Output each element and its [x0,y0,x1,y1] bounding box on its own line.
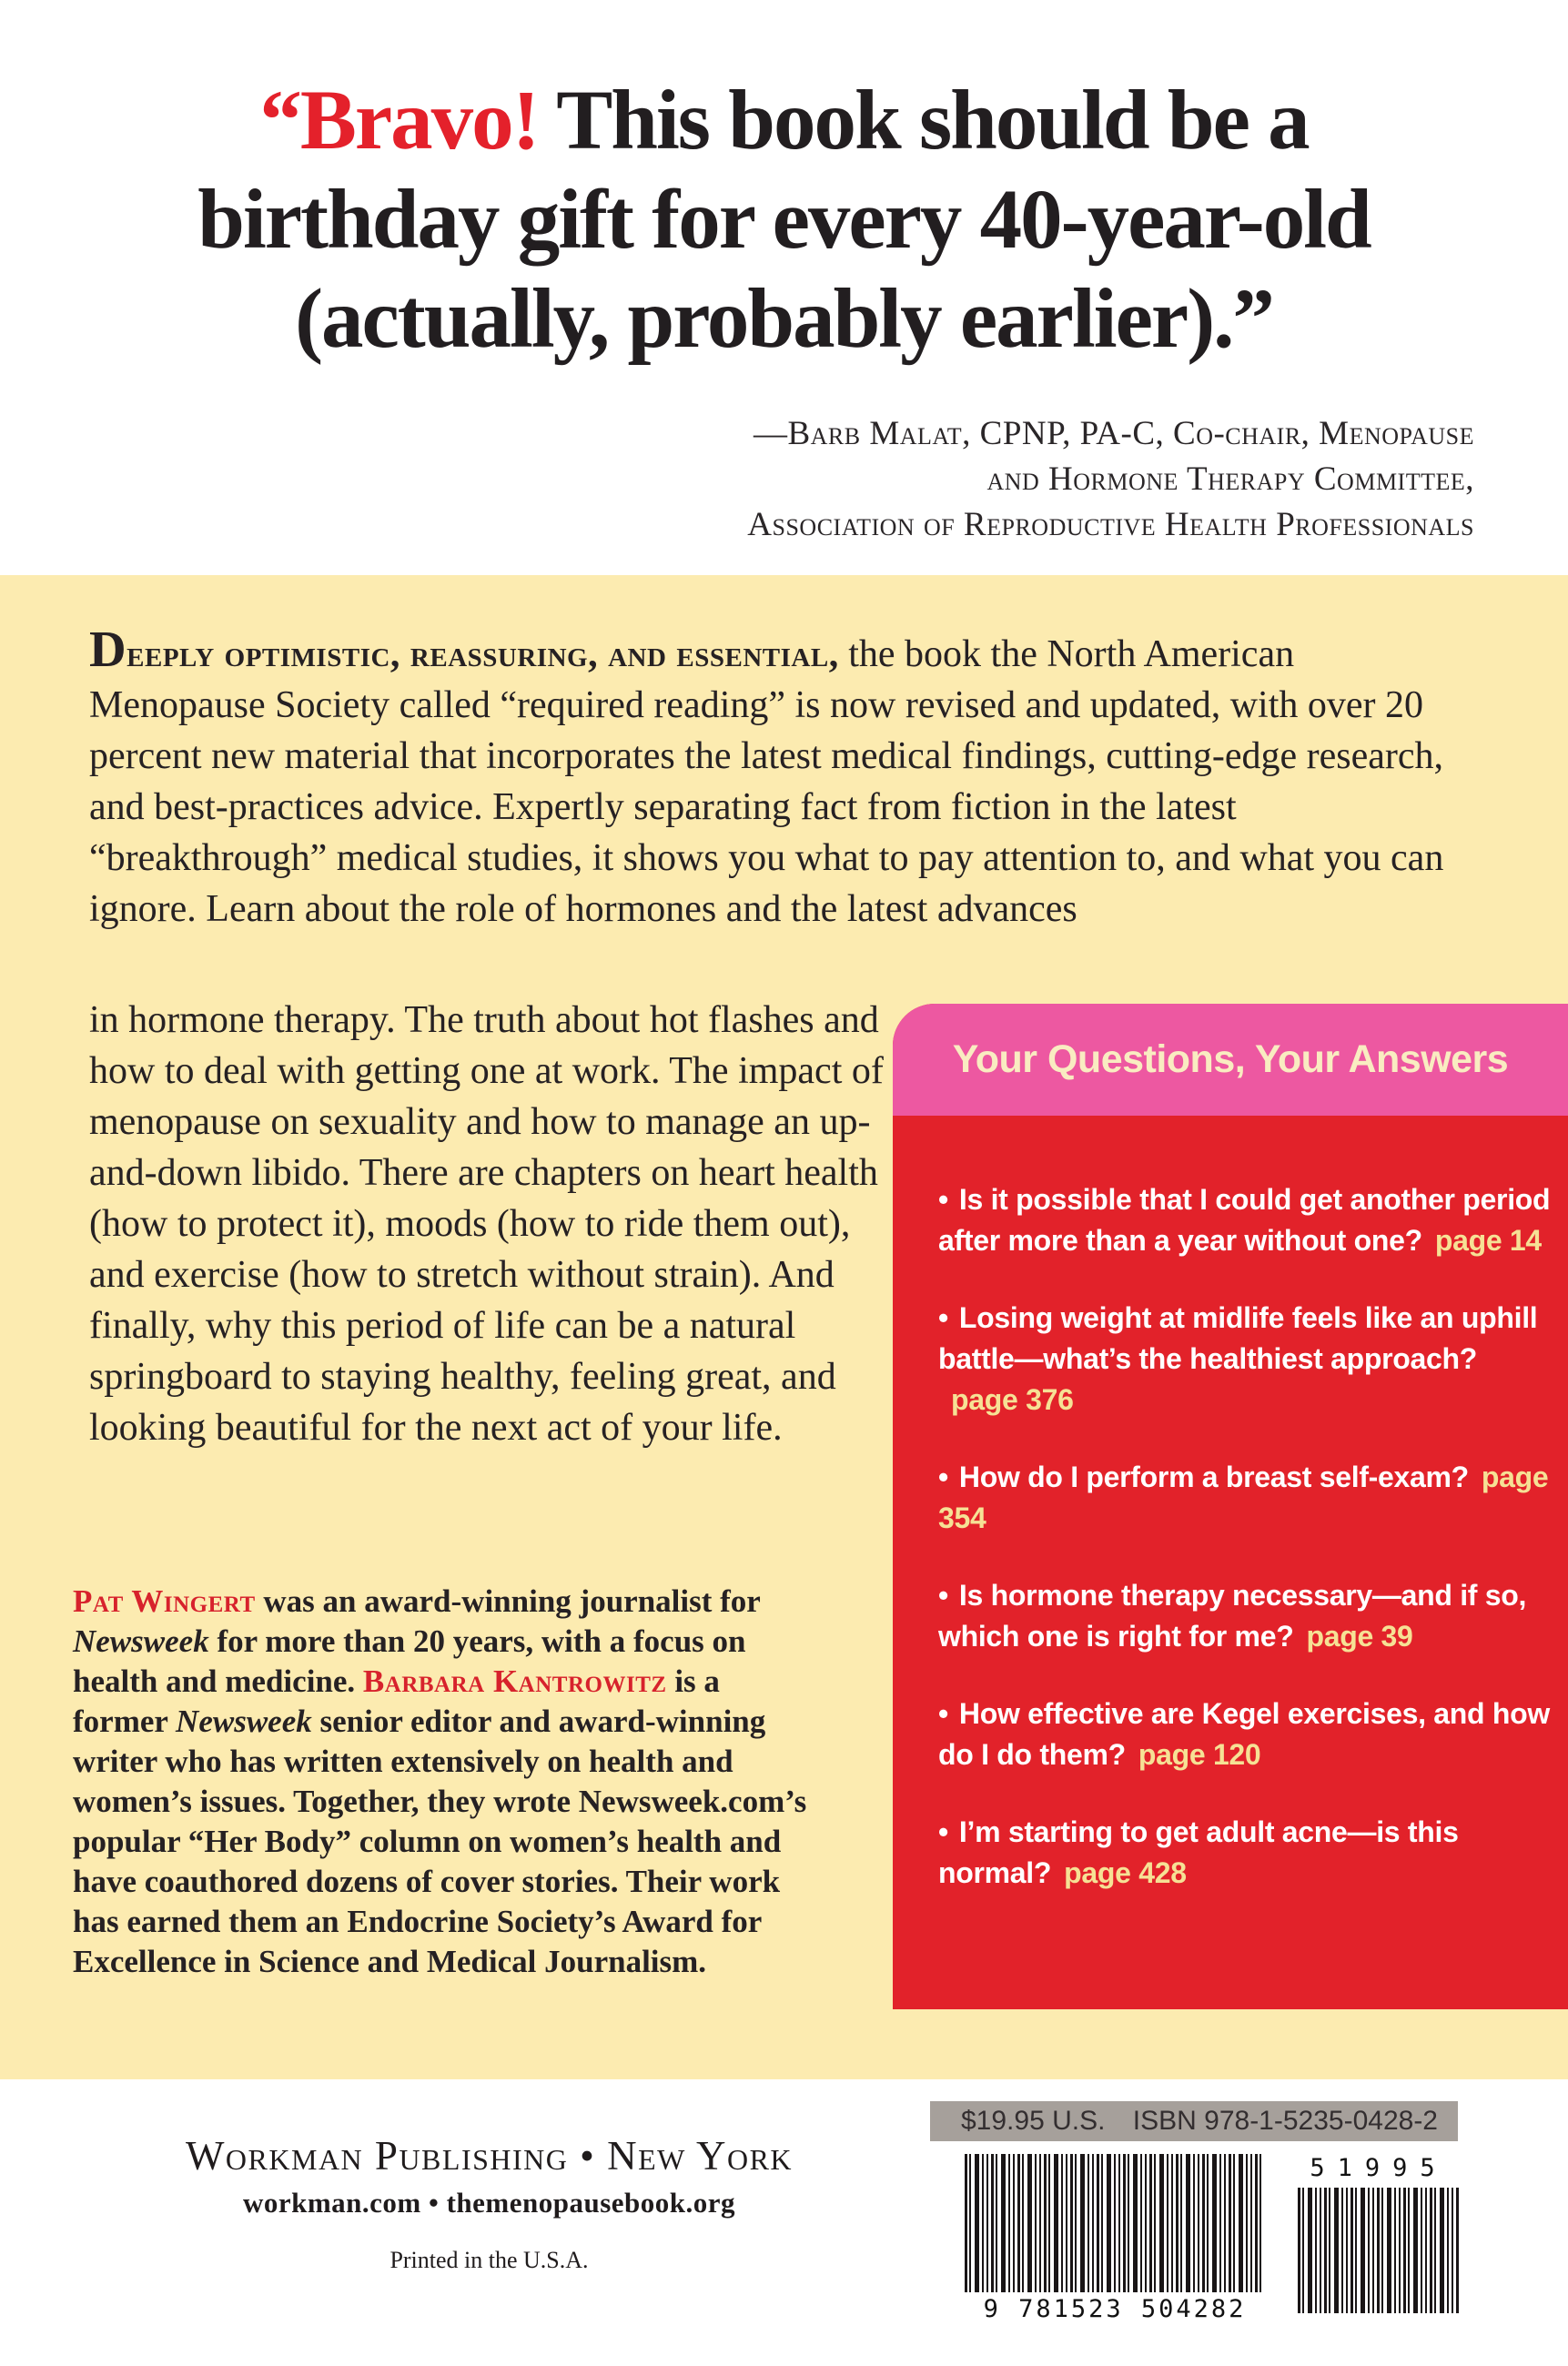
bullet-icon: • [938,1461,948,1493]
barcode [930,2101,1458,2345]
question-text: How do I perform a breast self-exam? [958,1461,1469,1493]
isbn-label: ISBN 978-1-5235-0428-2 [1132,2106,1438,2136]
newsweek-italic: Newsweek [73,1623,209,1659]
intro-paragraph [89,624,1456,935]
authors-bio [73,1582,817,1982]
quote-line-1-rest: This book should be a [538,74,1309,167]
price-isbn-bar [930,2101,1458,2141]
bio-text: senior editor and award-winning writer who has written extensively on health and women’s issues. Together, they wrote Newsweek.com’s popular “Her Body” column on women’s health and have coauthored dozens of cover stories. Their work has earned them an Endocrine Society’s Award for Excellence in Science and Medical Journalism. [73,1704,807,1979]
questions-list [893,1116,1568,1894]
question-item [938,1575,1555,1657]
newsweek-italic: Newsweek [176,1704,312,1739]
intro-paragraph-continued: in hormone therapy. The truth about hot flashes and how to deal with getting one at work. The impact of menopause on sexuality and how to manage an up-and-down libido. There are chapters on heart health (how to protect it), moods (how to ride them out), and exercise (how to stretch without strain). And finally, why this period of life can be a natural springboard to staying healthy, feeling great, and looking beautiful for the next act of your life. [89,999,884,1449]
addon-barcode-digits: 51995 [1310,2154,1448,2182]
barcode-area [930,2154,1458,2345]
question-item [938,1812,1555,1894]
ean-barcode-digits: 9 781523 504282 [983,2295,1247,2323]
attribution-line-3: Association of Reproductive Health Professionals [747,506,1474,543]
question-text: Is it possible that I could get another period after more than a year without one? [938,1183,1551,1257]
question-text: Is hormone therapy necessary—and if so, which one is right for me? [938,1579,1527,1653]
praise-quote [64,71,1504,369]
questions-box [893,1004,1568,2009]
page-reference: page 39 [1306,1620,1413,1653]
printed-line: Printed in the U.S.A. [389,2247,589,2273]
bio-text: for more than 20 years, with a focus on health and medicine. [73,1623,746,1699]
bio-text: was an award-winning journalist for [255,1583,761,1619]
page-reference: page 14 [1434,1224,1542,1257]
intro-body-text: the book the North American Menopause Society called “required reading” is now revised and updated, with over 20 percent new material that incorporates the latest medical findings, cutting-edge research, and best-practices advice. Expertly separating fact from fiction in the latest “breakthrough” medical studies, it shows you what to pay attention to, and what you can ignore. Learn about the role of hormones and the latest advances [89,633,1444,930]
bullet-icon: • [938,1183,948,1216]
attribution-line-2: and Hormone Therapy Committee, [986,460,1474,498]
quote-highlight: “Bravo! [259,74,539,167]
intro-lead-in: Deeply optimistic, reassuring, and essential, [89,622,839,678]
question-text: I’m starting to get adult acne—is this normal? [938,1815,1459,1889]
page-reference: page 354 [938,1461,1549,1534]
ean-barcode-bars [965,2154,1265,2292]
bullet-icon: • [938,1579,948,1612]
page-reference: page 428 [1064,1856,1187,1889]
quote-attribution [747,411,1474,548]
price-label: $19.95 U.S. [961,2106,1106,2136]
questions-box-header [893,1004,1568,1116]
ean-barcode [965,2154,1265,2323]
bio-text: is a former [73,1663,720,1739]
quote-line-1 [64,71,1504,170]
question-item [938,1694,1555,1775]
bullet-icon: • [938,1301,948,1334]
page-reference: page 376 [951,1383,1074,1416]
question-text: Losing weight at midlife feels like an uphill battle—what’s the healthiest approach? [938,1301,1538,1375]
question-text: How effective are Kegel exercises, and how do I do them? [938,1697,1550,1771]
quote-line-3: (actually, probably earlier).” [295,272,1273,366]
footer-section [0,2079,1568,2366]
question-item [938,1298,1555,1421]
quote-line-2: birthday gift for every 40-year-old [197,173,1371,267]
page-reference: page 120 [1138,1738,1261,1771]
question-item [938,1457,1555,1539]
addon-barcode [1298,2154,1460,2313]
questions-box-title: Your Questions, Your Answers [952,1037,1509,1081]
question-item [938,1179,1555,1261]
bullet-icon: • [938,1697,948,1730]
publisher-block [0,2079,978,2274]
websites-line: workman.com • themenopausebook.org [242,2187,736,2219]
addon-barcode-bars [1298,2188,1460,2313]
author-name-pat-wingert: Pat Wingert [73,1583,256,1619]
attribution-line-1: —Barb Malat, CPNP, PA-C, Co-chair, Menopause [753,415,1474,452]
publisher-line: Workman Publishing • New York [185,2133,794,2179]
bullet-icon: • [938,1815,948,1848]
author-name-barbara-kantrowitz: Barbara Kantrowitz [362,1663,667,1699]
description-section [0,575,1568,2079]
praise-section [0,0,1568,575]
